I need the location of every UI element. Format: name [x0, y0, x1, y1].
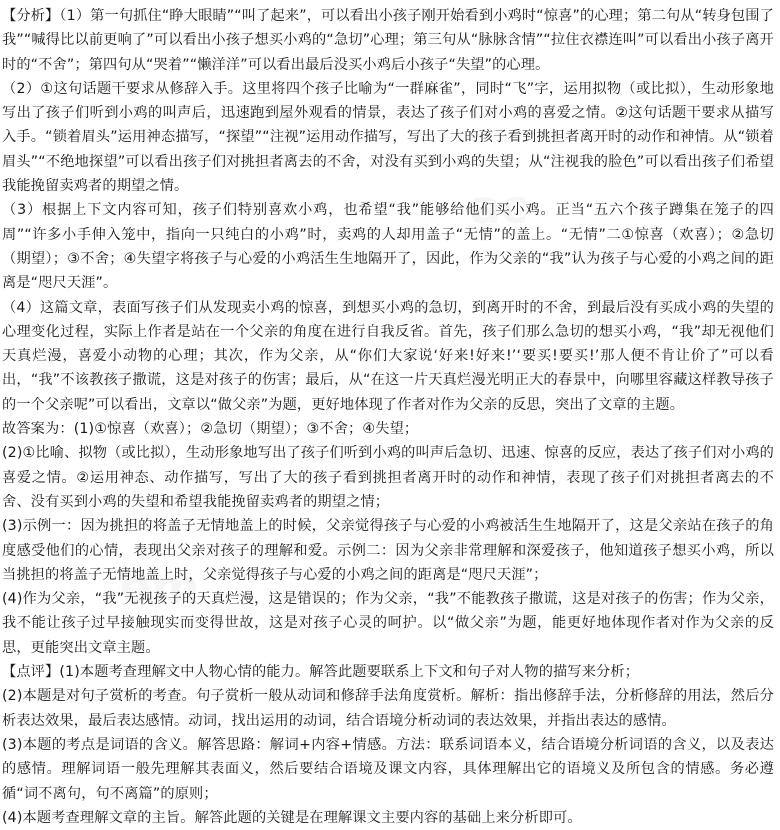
analysis-paragraph-3: （3）根据上下文内容可知，孩子们特别喜欢小鸡，也希望“我”能够给他们买小鸡。正当“五六个孩子蹲集在笼子的四周”“许多小手伸入笼中，指向一只纯白的小鸡”时，卖鸡的人却用盖子“无情”的盖上。“无情”二①惊喜（欢喜）；②急切（期望）；③不舍；④失望字将孩子与心爱的小鸡活生生地隔开了，因此，作为父亲的“我”认为孩子与心爱的小鸡之间的距离是“咫尺天涯”。 [2, 202, 774, 292]
comment-3: (3)本题的考点是词语的含义。解答思路：解词+内容+情感。方法：联系词语本义，结合语境分析词语的含义，以及表达的感情。理解词语一般先理解其表面义，然后要结合语境及课文内容，具体理解出它的语境义及所包含的情感。务必遵循“词不离句，句不离篇”的原则； [2, 736, 774, 802]
answer-4: (4)作为父亲，“我”无视孩子的天真烂漫，这是错误的；作为父亲，“我”不能教孩子撒谎，这是对孩子的伤害；作为父亲，我不能让孩子过早接触现实而变得世故，这是对孩子心灵的呵护。以“做父亲”为题，能更好地体现作者对作为父亲的反思，更能突出文章主题。 [2, 591, 774, 656]
comment-1: 【点评】(1)本题考查理解文中人物心情的能力。解答此题要联系上下文和句子对人物的描写来分析； [2, 664, 640, 681]
answer-2: (2)①比喻、拟物（或比拟），生动形象地写出了孩子们听到小鸡的叫声后急切、迅速、惊喜的反应，表达了孩子们对小鸡的喜爱之情。②运用神态、动作描写，写出了大的孩子看到挑担者离开时的动作和神情，表现了孩子们对挑担者离去的不舍、没有买到小鸡的失望和希望我能挽留卖鸡者的期望之情； [2, 445, 774, 510]
comment-4: (4)本题考查理解文章的主旨。解答此题的关键是在理解课文主要内容的基础上来分析即可。 [2, 809, 582, 826]
analysis-paragraph-2: （2）①这句话题干要求从修辞入手。这里将四个孩子比喻为“一群麻雀”，同时“飞”字，运用拟物（或比拟），生动形象地写出了孩子们听到小鸡的叫声后，迅速跑到屋外观看的情景，表达了孩子们对小鸡的喜爱之情。②这句话题干要求从描写入手。“锁着眉头”运用神态描写，“探望”“注视”运用动作描写，写出了大的孩子看到挑担者离开时的动作和神情。从“锁着眉头”“不绝地探望”可以看出孩子们对挑担者离去的不舍，对没有买到小鸡的失望；从“注视我的脸色”可以看出孩子们希望我能挽留卖鸡者的期望之情。 [2, 80, 774, 195]
comment-2: (2)本题是对句子赏析的考查。句子赏析一般从动词和修辞手法角度赏析。解析：指出修辞手法，分析修辞的用法，然后分析表达效果，最后表达感情。动词，找出运用的动词，结合语境分析动词的表达效果，并指出表达的感情。 [2, 688, 774, 729]
answer-3: (3)示例一：因为挑担的将盖子无情地盖上的时候，父亲觉得孩子与心爱的小鸡被活生生地隔开了，这是父亲站在孩子的角度感受他们的心情，表现出父亲对孩子的理解和爱。示例二：因为父亲非常理解和深爱孩子，他知道孩子想买小鸡，所以当挑担的将盖子无情地盖上时，父亲觉得孩子与心爱的小鸡之间的距离是“咫尺天涯”； [2, 518, 774, 583]
analysis-document [2, 4, 774, 830]
analysis-paragraph-4: （4）这篇文章，表面写孩子们从发现卖小鸡的惊喜，到想买小鸡的急切，到离开时的不舍，到最后没有买成小鸡的失望的心理变化过程，实际上作者是站在一个父亲的角度在进行自我反省。首先，孩子们那么急切的想买小鸡，“我”却无视他们天真烂漫，喜爱小动物的心理；其次，作为父亲，从“你们大家说‘好来!好来!’‘要买!要买!’那人便不肯让价了”可以看出，“我”不该教孩子撒谎，这是对孩子的伤害；最后，从“在这一片天真烂漫光明正大的春景中，向哪里容藏这样教导孩子的一个父亲呢”可以看出，文章以“做父亲”为题，更好地体现了作者对作为父亲的反思，突出了文章的主题。 [2, 299, 774, 413]
answer-1: 故答案为：(1)①惊喜（欢喜）；②急切（期望）；③不舍；④失望； [2, 421, 419, 438]
analysis-paragraph-1: 【分析】（1）第一句抓住“睁大眼睛”“叫了起来”，可以看出小孩子刚开始看到小鸡时“惊喜”的心理；第二句从“转身包围了我”“喊得比以前更响了”可以看出小孩子想买小鸡的“急切”心理；第三句从“脉脉含情”“拉住衣襟连叫”可以看出小孩子离开时的“不舍”；第四句从“哭着”“懒洋洋”可以看出最后没买小鸡后小孩子“失望”的心理。 [2, 8, 774, 73]
